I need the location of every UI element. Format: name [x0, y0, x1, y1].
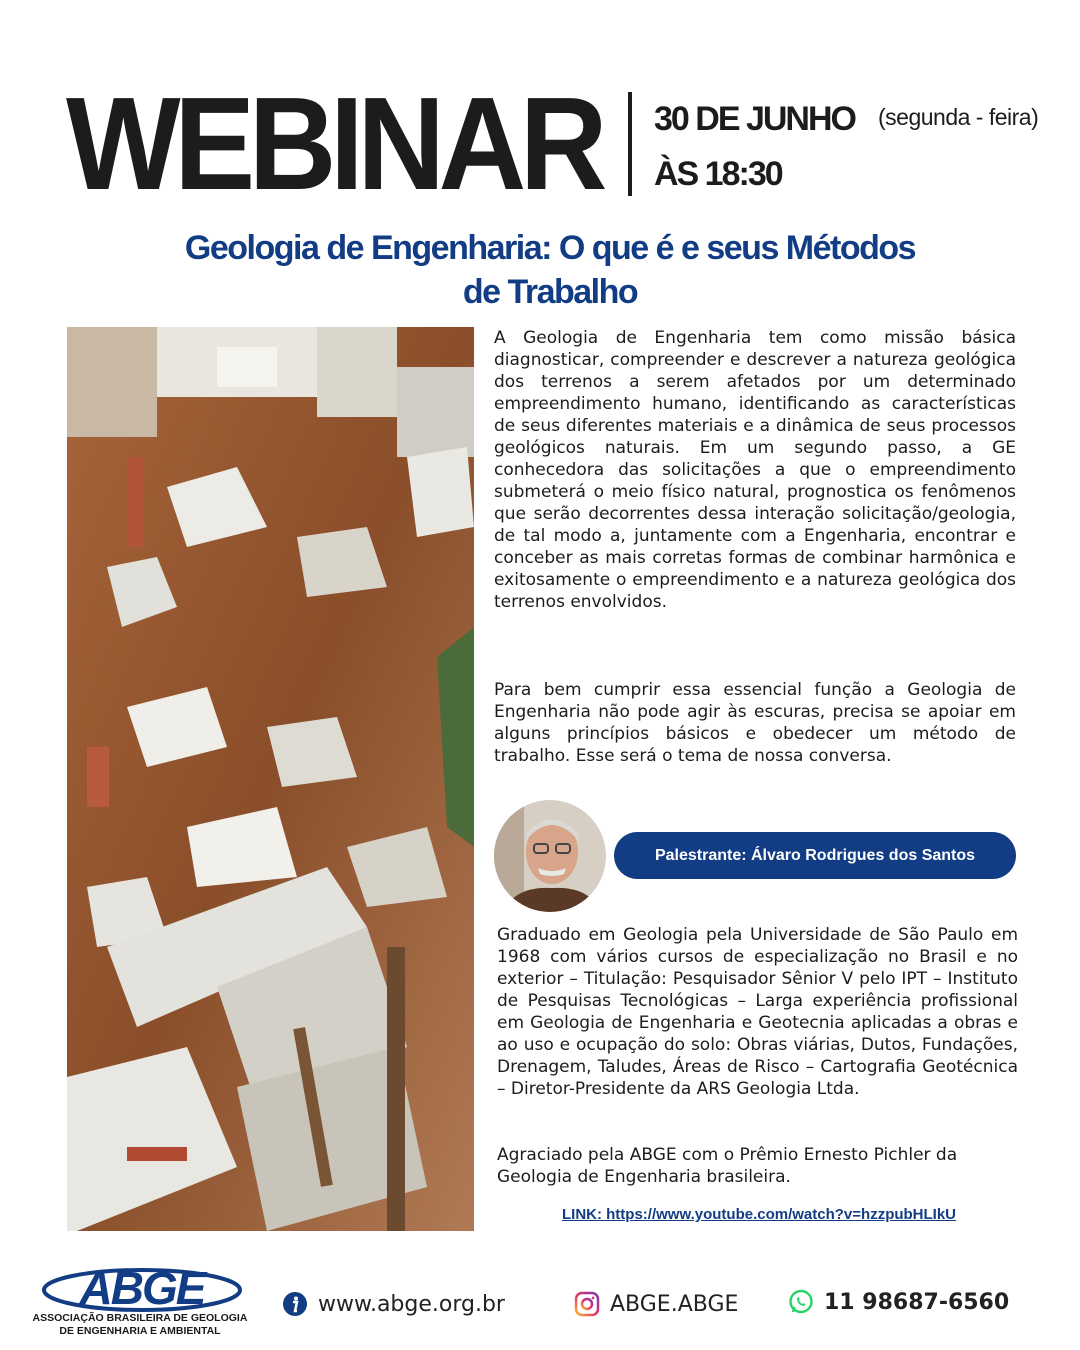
- webinar-title: WEBINAR: [66, 70, 602, 217]
- youtube-link[interactable]: LINK: https://www.youtube.com/watch?v=hzzpubHLIkU: [561, 1206, 957, 1223]
- whatsapp-icon: [788, 1289, 814, 1315]
- abge-caption-line2: DE ENGENHARIA E AMBIENTAL: [59, 1325, 221, 1337]
- description-paragraph-2: Para bem cumprir essa essencial função a Geologia de Engenharia não pode agir às escuras, precisa se apoiar em alguns princípios básicos e obedecer um método de trabalho. Esse será o tema de nossa conversa.: [494, 680, 1016, 766]
- speaker-photo: [494, 800, 606, 912]
- event-date: 30 DE JUNHO: [654, 100, 855, 138]
- phone-text: 11 98687-6560: [824, 1289, 1010, 1315]
- footer-website[interactable]: [282, 1291, 505, 1317]
- instagram-icon: [574, 1291, 600, 1317]
- instagram-text: ABGE.ABGE: [610, 1291, 739, 1317]
- event-time: ÀS 18:30: [654, 155, 782, 193]
- footer-phone[interactable]: [788, 1289, 1009, 1315]
- abge-caption: [20, 1312, 260, 1338]
- topic-title: [100, 226, 1000, 314]
- info-icon: [282, 1291, 308, 1317]
- speaker-bio: Graduado em Geologia pela Universidade de São Paulo em 1968 com vários cursos de especialização no Brasil e no exterior – Titulação: Pesquisador Sênior V pelo IPT – Instituto de Pesquisas Tecnológicas – Larga experiência profissional em Geologia de Engenharia e Geotecnia aplicadas a obras e ao uso e ocupação do solo: Obras viárias, Dutos, Fundações, Drenagem, Taludes, Áreas de Risco – Cartografia Geotécnica – Diretor-Presidente da ARS Geologia Ltda.: [497, 925, 1018, 1099]
- speaker-name-badge: Palestrante: Álvaro Rodrigues dos Santos: [614, 832, 1016, 879]
- topic-title-line1: Geologia de Engenharia: O que é e seus Métodos: [184, 229, 916, 267]
- website-text: www.abge.org.br: [318, 1291, 505, 1317]
- speaker-award: Agraciado pela ABGE com o Prêmio Ernesto Pichler da Geologia de Engenharia brasileira.: [497, 1145, 958, 1187]
- abge-caption-line1: ASSOCIAÇÃO BRASILEIRA DE GEOLOGIA: [32, 1312, 248, 1324]
- header-divider: [628, 92, 632, 196]
- collapsed-building-photo: [67, 327, 474, 1231]
- event-weekday: (segunda - feira): [878, 104, 1039, 130]
- svg-text:ABGE: ABGE: [79, 1262, 205, 1314]
- topic-title-line2: de Trabalho: [462, 273, 638, 311]
- footer-instagram[interactable]: [574, 1291, 738, 1317]
- description-paragraph-1: A Geologia de Engenharia tem como missão básica diagnosticar, compreender e descrever a natureza geológica dos terrenos a serem afetados por um determinado empreendimento humano, identificando as características de seus diferentes materiais e a dinâmica de seus processos geológicos naturais. Em um segundo passo, a GE conhecedora das solicitações a que o empreendimento submeterá o meio físico natural, prognostica os fenômenos que serão decorrentes dessa interação solicitação/geologia, de tal modo a, juntamente com a Engenharia, encontrar e conceber as mais corretas formas de combinar harmônica e exitosamente o empreendimento e a natureza geológica dos terrenos envolvidos.: [494, 328, 1016, 612]
